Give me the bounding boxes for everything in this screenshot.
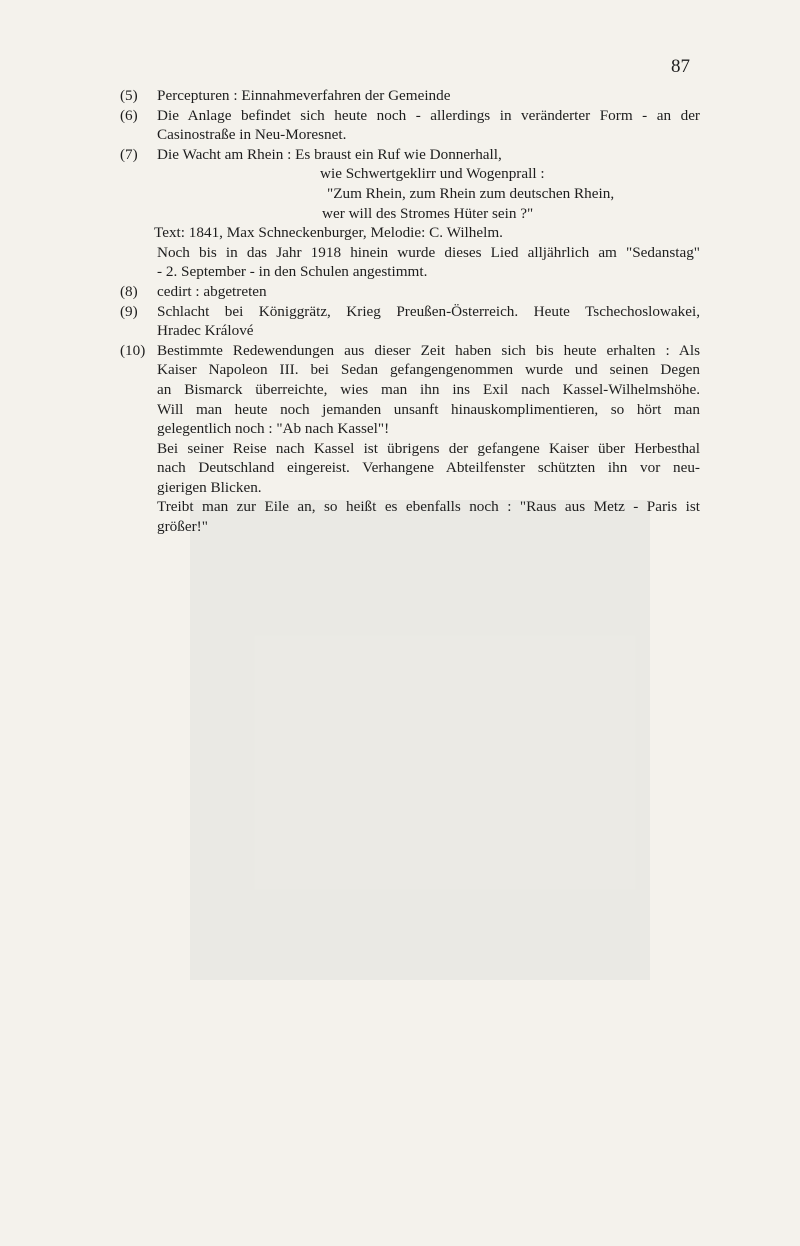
footnote-line: Die Anlage befindet sich heute noch - allerdings in veränderter Form - an der xyxy=(157,106,700,124)
footnote-line: größer!" xyxy=(157,518,208,536)
poem-line: wer will des Stromes Hüter sein ?" xyxy=(322,204,534,222)
footnotes xyxy=(120,86,700,537)
footnote-5 xyxy=(120,86,700,106)
footnote-line: Percepturen : Einnahmeverfahren der Gemeinde xyxy=(157,87,451,104)
footnote-line: gelegentlich noch : "Ab nach Kassel"! xyxy=(157,420,390,438)
poem-line: "Zum Rhein, zum Rhein zum deutschen Rhein, xyxy=(327,184,615,202)
footnote-line: Die Wacht am Rhein : Es braust ein Ruf wie Donnerhall, xyxy=(157,145,502,163)
footnote-number: (5) xyxy=(120,87,138,104)
footnote-line: Kaiser Napoleon III. bei Sedan gefangengenommen wurde und seinen Degen xyxy=(157,361,700,379)
footnote-line: nach Deutschland eingereist. Verhangene Abteilfenster schützten ihn vor neu- xyxy=(157,459,700,477)
poem-line: wie Schwertgeklirr und Wogenprall : xyxy=(320,165,545,183)
footnote-line: Hradec Králové xyxy=(157,322,254,340)
footnote-number: (7) xyxy=(120,145,138,163)
footnote-9 xyxy=(120,302,700,341)
page-number: 87 xyxy=(671,56,690,77)
footnote-line: Bestimmte Redewendungen aus dieser Zeit haben sich bis heute erhalten : Als xyxy=(157,341,700,359)
footnote-line: cedirt : abgetreten xyxy=(157,282,267,300)
footnote-number: (8) xyxy=(120,282,138,300)
footnote-line: Text: 1841, Max Schneckenburger, Melodie: C. Wilhelm. xyxy=(154,224,503,242)
footnote-8 xyxy=(120,282,700,302)
show-through-from-reverse-page xyxy=(190,500,650,980)
footnote-6 xyxy=(120,106,700,145)
footnote-10 xyxy=(120,341,700,537)
footnote-line: Casinostraße in Neu-Moresnet. xyxy=(157,126,347,144)
footnote-line: Will man heute noch jemanden unsanft hinauskomplimentieren, so hört man xyxy=(157,400,700,418)
footnote-number: (9) xyxy=(120,302,138,320)
footnote-line: Schlacht bei Königgrätz, Krieg Preußen-Österreich. Heute Tschechoslowakei, xyxy=(157,302,700,320)
footnote-number: (10) xyxy=(120,341,146,359)
footnote-7 xyxy=(120,145,700,282)
footnote-line: Treibt man zur Eile an, so heißt es ebenfalls noch : "Raus aus Metz - Paris ist xyxy=(157,498,700,516)
footnote-line: Noch bis in das Jahr 1918 hinein wurde dieses Lied alljährlich am "Sedanstag" xyxy=(157,243,700,261)
footnote-line: Bei seiner Reise nach Kassel ist übrigens der gefangene Kaiser über Herbesthal xyxy=(157,439,700,457)
footnote-line: gierigen Blicken. xyxy=(157,478,262,496)
footnote-line: an Bismarck überreichte, wies man ihn ins Exil nach Kassel-Wilhelmshöhe. xyxy=(157,380,700,398)
footnote-number: (6) xyxy=(120,106,138,124)
footnote-line: - 2. September - in den Schulen angestimmt. xyxy=(157,263,428,281)
